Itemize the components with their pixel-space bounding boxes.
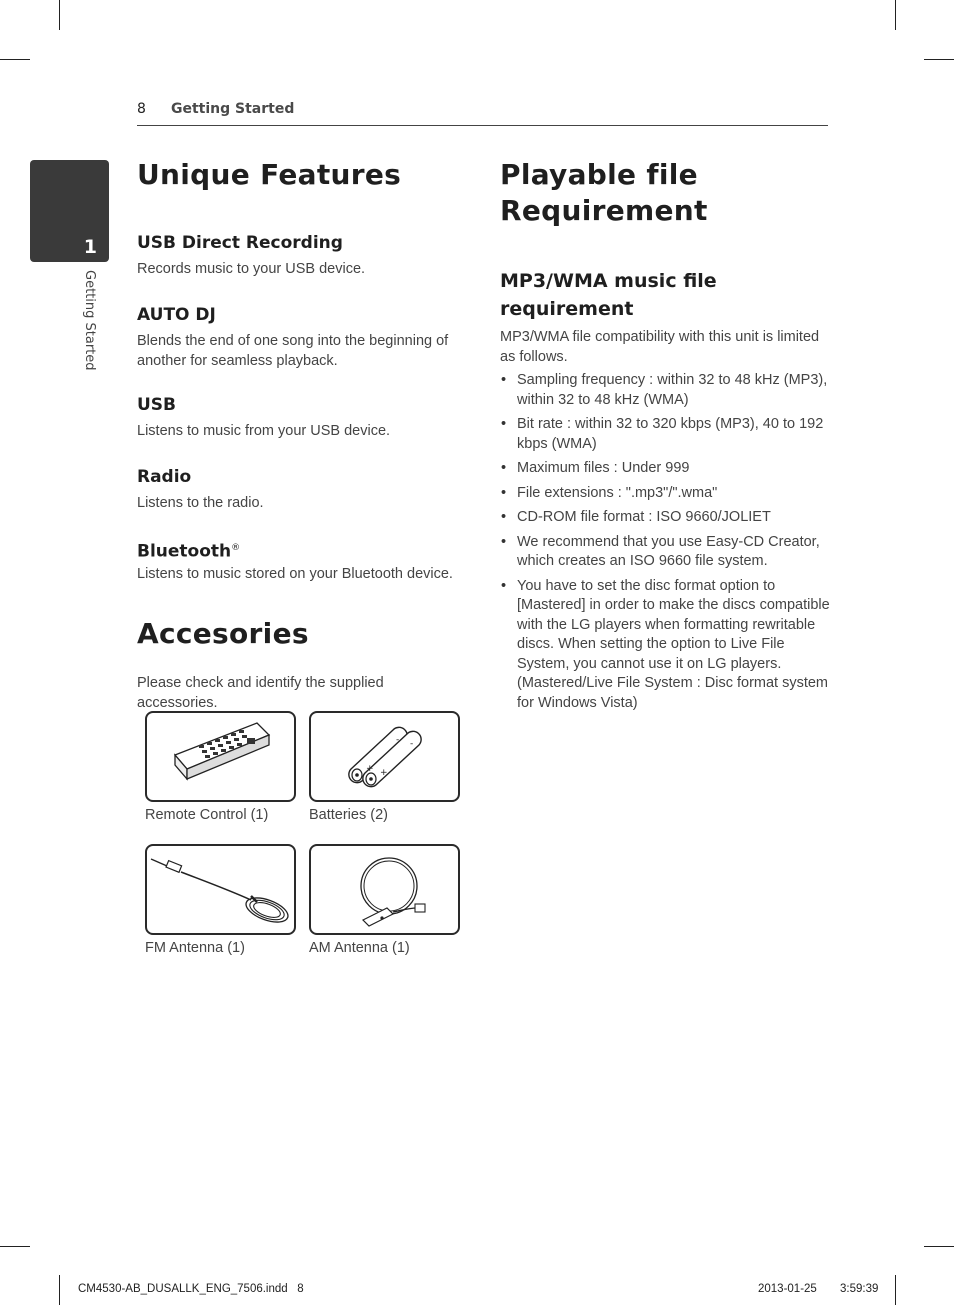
fm-antenna-icon: [147, 846, 294, 933]
crop-mark: [924, 59, 954, 60]
accessory-label: FM Antenna (1): [145, 940, 245, 956]
list-item: • You have to set the disc format option to [Mastered] in order to make the discs compatible with the LG players when formatting rewritable discs. When setting the option to Live File System, you cannot use it on LG players. (Mastered/Live File System : Disc format system for Windows Vista): [500, 577, 832, 714]
playable-title-line2: Requirement: [500, 194, 708, 227]
list-item: • File extensions : ".mp3"/".wma": [500, 484, 832, 504]
list-item: • Sampling frequency : within 32 to 48 kHz (MP3), within 32 to 48 kHz (WMA): [500, 371, 832, 410]
accessory-label: AM Antenna (1): [309, 940, 410, 956]
list-item: • CD-ROM file format : ISO 9660/JOLIET: [500, 508, 832, 528]
svg-text:+: +: [366, 764, 374, 774]
feature-text: Listens to music from your USB device.: [137, 423, 391, 439]
crop-mark: [895, 1275, 896, 1305]
crop-mark: [0, 1246, 30, 1247]
page-header: [137, 100, 828, 126]
unique-features-title: Unique Features: [137, 158, 402, 191]
footer-time: 3:59:39: [840, 1283, 879, 1295]
am-antenna-image: [309, 844, 460, 935]
svg-text:-: -: [410, 739, 414, 749]
accessories-title: Accesories: [137, 617, 309, 650]
mp3-wma-subheading-line2: requirement: [500, 298, 634, 320]
header-section-title: Getting Started: [171, 101, 295, 117]
crop-mark: [895, 0, 896, 30]
remote-control-icon: [147, 713, 294, 800]
svg-text:-: -: [396, 735, 400, 745]
crop-mark: [924, 1246, 954, 1247]
footer-date: 2013-01-25: [758, 1283, 817, 1295]
page-number: 8: [137, 101, 146, 117]
crop-mark: [59, 1275, 60, 1305]
chapter-tab: [30, 160, 109, 262]
crop-mark: [59, 0, 60, 30]
feature-text: Listens to music stored on your Bluetooth device.: [137, 566, 453, 582]
mp3-wma-subheading-line1: MP3/WMA music file: [500, 270, 717, 292]
feature-text: Listens to the radio.: [137, 495, 264, 511]
feature-heading: Radio: [137, 467, 192, 487]
batteries-image: [309, 711, 460, 802]
fm-antenna-image: [145, 844, 296, 935]
mp3-wma-intro: MP3/WMA file compatibility with this unit is limited as follows.: [500, 329, 820, 365]
feature-heading-text: Bluetooth: [137, 541, 232, 562]
playable-title-line1: Playable file: [500, 158, 698, 191]
list-item: • We recommend that you use Easy-CD Creator, which creates an ISO 9660 file system.: [500, 533, 832, 572]
svg-text:+: +: [380, 768, 388, 778]
accessory-label: Batteries (2): [309, 807, 388, 823]
footer-file-info: CM4530-AB_DUSALLK_ENG_7506.indd 8: [78, 1283, 304, 1295]
chapter-side-label: Getting Started: [82, 270, 97, 371]
chapter-number: 1: [83, 236, 97, 258]
accessory-label: Remote Control (1): [145, 807, 269, 823]
crop-mark: [0, 59, 30, 60]
registered-mark: ®: [231, 543, 241, 553]
batteries-icon: [311, 713, 458, 800]
am-antenna-icon: [311, 846, 458, 933]
requirement-list: [500, 371, 832, 718]
list-item: • Bit rate : within 32 to 320 kbps (MP3), 40 to 192 kbps (WMA): [500, 415, 832, 454]
feature-text: Blends the end of one song into the beginning of another for seamless playback.: [137, 333, 449, 369]
feature-heading: AUTO DJ: [137, 305, 216, 325]
feature-text: Records music to your USB device.: [137, 261, 366, 277]
feature-heading: USB: [137, 395, 177, 415]
feature-heading-bluetooth: [137, 534, 240, 566]
list-item: • Maximum files : Under 999: [500, 459, 832, 479]
accessories-intro: Please check and identify the supplied accessories.: [137, 675, 384, 711]
remote-control-image: [145, 711, 296, 802]
feature-heading: USB Direct Recording: [137, 233, 343, 253]
